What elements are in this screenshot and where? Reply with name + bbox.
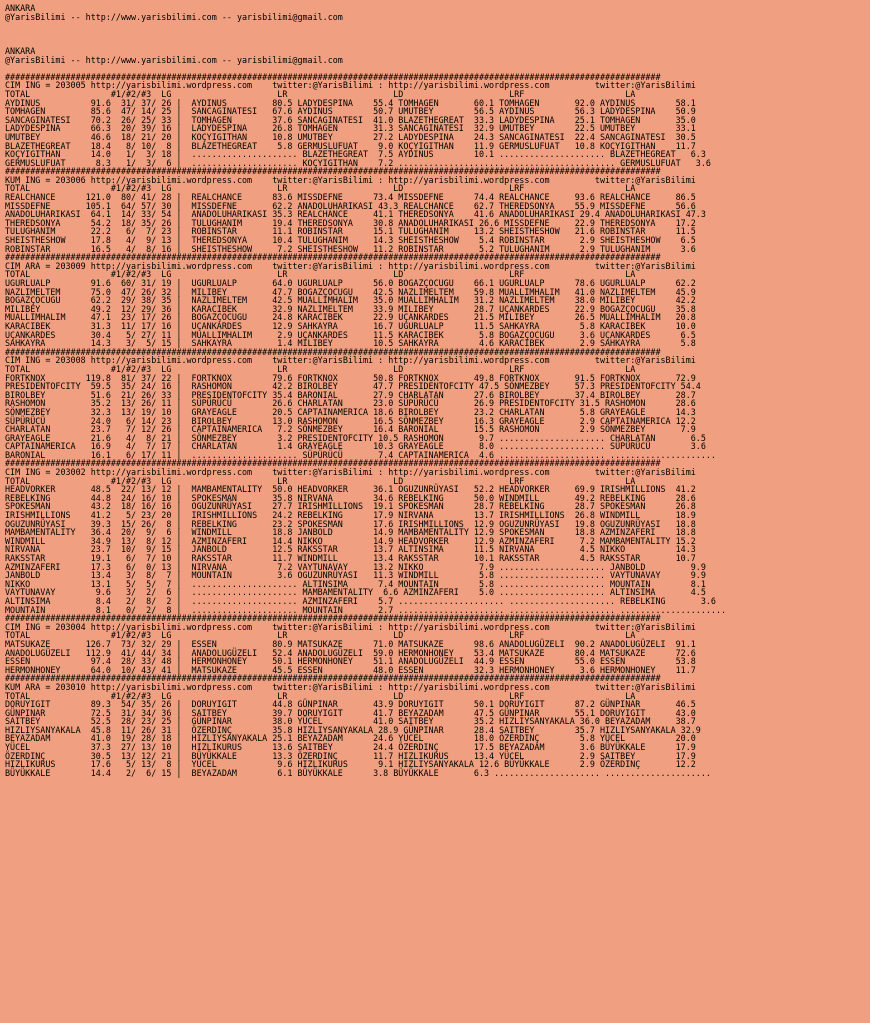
result-row: LADYDESPINA 66.3 20/ 39/ 16 | LADYDESPINA 26.8 TOMHAGEN 31.3 SANCAGINATESI 32.9 UMUTBEY 22.5 UMUTBEY 33.1 (5, 123, 696, 134)
result-row: BARONIAL 16.1 6/ 17/ 11 | ..................... SÜPÜRÜCÜ 7.4 CAPTAINAMERICA 4.6 ..................... ..................... (5, 449, 716, 460)
result-row: GRAYEAGLE 21.6 4/ 8/ 21 | SÖNMEZBEY 3.2 PRESIDENTOFCITY 10.5 RASHOMON 9.7 ..................... CHARLATAN 6.5 (5, 432, 706, 443)
result-row: SANCAGINATESI 70.2 26/ 25/ 33 | TOMHAGEN 37.6 SANCAGINATESI 41.0 BLAZETHEGREAT 33.3 LADYDESPINA 25.1 TOMHAGEN 35.0 (5, 114, 696, 125)
result-row: SÖNMEZBEY 32.3 13/ 19/ 10 | GRAYEAGLE 20.5 CAPTAINAMERICA 18.6 BIROLBEY 23.2 CHARLATAN 5.8 GRAYEAGLE 14.3 (5, 406, 696, 417)
header-gap (5, 21, 870, 47)
result-row: CHARLATAN 23.7 7/ 12/ 26 | CAPTAINAMERICA 7.2 SÖNMEZBEY 16.4 BARONIAL 15.5 RASHOMON 2.9 SÖNMEZBEY 7.9 (5, 424, 696, 435)
result-row: NIRVANA 23.7 10/ 9/ 15 | JANBOLD 12.5 RAKSSTAR 13.7 ALTINSIMA 11.5 NIRVANA 4.5 NIKKO 14.3 (5, 544, 696, 555)
race-title-line: CIM ING = 203002 http://yarisbilimi.wordpress.com twitter:@YarisBilimi : http://yarisbilimi.wordpress.com twitter:@YarisBilimi (5, 467, 696, 478)
result-row: UMUTBEY 46.6 18/ 21/ 20 | KOÇYIGITHAN 10.8 UMUTBEY 27.2 LADYDESPINA 24.3 SANCAGINATESI 22.4 SANCAGINATESI 30.5 (5, 131, 696, 142)
result-row: ALTINSIMA 8.4 2/ 8/ 2 | ..................... AZMINZAFERI 5.7 ..................... ..................... REBELKING 3.6 (5, 595, 716, 606)
result-row: SHEISTHESHOW 17.8 4/ 9/ 13 | THEREDSONYA 10.4 TULUGHANIM 14.3 SHEISTHESHOW 5.4 ROBINSTAR 2.9 SHEISTHESHOW 6.5 (5, 235, 696, 246)
result-row: ÖZERDINÇ 30.5 13/ 12/ 21 | BÜYÜKKALE 13.3 ÖZERDINÇ 11.7 HIZLIKURUS 13.4 YÜCEL 2.9 SAITBEY 17.9 (5, 750, 696, 761)
result-row: BLAZETHEGREAT 18.4 8/ 10/ 8 | BLAZETHEGREAT 5.8 GERMUSLUFUAT 9.0 KOÇYIGITHAN 11.9 GERMUSLUFUAT 10.8 KOÇYIGITHAN 11.7 (5, 140, 696, 151)
race-section (5, 81, 870, 167)
result-row: YÜCEL 37.3 27/ 13/ 10 | HIZLIKURUS 13.6 SAITBEY 24.4 ÖZERDINÇ 17.5 BEYAZADAM 3.6 BÜYÜKKALE 17.9 (5, 742, 696, 753)
result-row: THEREDSONYA 54.2 18/ 35/ 26 | TULUGHANIM 19.4 THEREDSONYA 30.8 ANADOLUHARIKASI 26.6 MISSDEFNE 22.9 THEREDSONYA 17.2 (5, 217, 696, 228)
result-row: VAYTUNAVAY 9.6 3/ 2/ 6 | ..................... MAMBAMENTALITY 6.6 AZMINZAFERI 5.0 ..................... ALTINSIMA 4.5 (5, 587, 706, 598)
result-row: RASHOMON 35.2 13/ 26/ 11 | SÜPÜRÜCÜ 26.6 CHARLATAN 23.0 SÜPÜRÜCÜ 26.9 PRESIDENTOFCITY 31.5 RASHOMON 28.6 (5, 398, 696, 409)
section-separator: ################################################################################################################################## (5, 347, 661, 357)
result-row: JANBOLD 13.4 3/ 8/ 7 | MOUNTAIN 3.6 OGUZUNRÜYASI 11.3 WINDMILL 5.8 ..................... VAYTUNAVAY 9.9 (5, 570, 706, 581)
column-header-line: TOTAL #1/#2/#3 LG LR LD LRF LA (5, 269, 636, 280)
race-title-line: CIM ING = 203008 http://yarisbilimi.wordpress.com twitter:@YarisBilimi : http://yarisbilimi.wordpress.com twitter:@YarisBilimi (5, 355, 696, 366)
section-gap (5, 64, 870, 73)
race-sections (5, 73, 870, 778)
result-row: AZMINZAFERI 17.3 6/ 0/ 13 | NIRVANA 7.2 VAYTUNAVAY 13.2 NIKKO 7.9 ..................... JANBOLD 9.9 (5, 561, 706, 572)
column-header-line: TOTAL #1/#2/#3 LG LR LD LRF LA (5, 183, 636, 194)
result-row: UÇANKARDES 30.4 5/ 27/ 11 | MUALLIMHALIM 2.9 UÇANKARDES 11.5 KARACIBEK 5.8 BOGAZÇOCUGU 3.6 UÇANKARDES 6.5 (5, 329, 696, 340)
result-row: REALCHANCE 121.0 80/ 41/ 28 | REALCHANCE 83.6 MISSDEFNE 73.4 MISSDEFNE 74.4 REALCHANCE 93.6 REALCHANCE 86.5 (5, 192, 696, 203)
result-row: TOMHAGEN 85.6 47/ 14/ 25 | SANCAGINATESI 67.6 AYDINUS 50.7 UMUTBEY 56.5 AYDINUS 56.3 LADYDESPINA 50.9 (5, 106, 696, 117)
result-row: IRISHMILLIONS 41.2 5/ 23/ 20 | IRISHMILLIONS 24.2 REBELKING 17.9 NIRVANA 13.7 IRISHMILLIONS 26.8 WINDMILL 18.9 (5, 510, 696, 521)
race-section (5, 262, 870, 348)
race-title-line: KUM ING = 203006 http://yarisbilimi.wordpress.com twitter:@YarisBilimi : http://yarisbilimi.wordpress.com twitter:@YarisBilimi (5, 174, 696, 185)
race-title-line: KUM ARA = 203010 http://yarisbilimi.wordpress.com twitter:@YarisBilimi : http://yarisbilimi.wordpress.com twitter:@YarisBilimi (5, 681, 696, 692)
result-row: BÜYÜKKALE 14.4 2/ 6/ 15 | BEYAZADAM 6.1 BÜYÜKKALE 3.8 BÜYÜKKALE 6.3 ..................... ..................... (5, 767, 711, 778)
result-row: REBELKING 44.8 24/ 16/ 10 | SPOKESMAN 35.8 NIRVANA 34.6 REBELKING 50.0 WINDMILL 49.2 REBELKING 28.6 (5, 492, 696, 503)
result-row: AYDINUS 91.6 31/ 37/ 26 | AYDINUS 80.5 LADYDESPINA 55.4 TOMHAGEN 60.1 TOMHAGEN 92.0 AYDINUS 58.1 (5, 97, 696, 108)
result-row: SAITBEY 52.5 28/ 23/ 25 | GÜNPINAR 38.0 YÜCEL 41.0 SAITBEY 35.2 HIZLIYSANYAKALA 36.0 BEYAZADAM 38.7 (5, 716, 696, 727)
result-row: SAHKAYRA 14.3 3/ 5/ 15 | SAHKAYRA 1.4 MILIBEY 10.5 SAHKAYRA 4.6 KARACIBEK 2.9 SAHKAYRA 5.8 (5, 338, 696, 349)
result-row: UGURLUALP 91.6 60/ 31/ 19 | UGURLUALP 64.0 UGURLUALP 56.0 BOGAZÇOCUGU 66.1 UGURLUALP 78.6 UGURLUALP 62.2 (5, 278, 696, 289)
race-section (5, 468, 870, 614)
result-row: PRESIDENTOFCITY 59.5 35/ 24/ 16 | RASHOMON 42.2 BIROLBEY 47.7 PRESIDENTOFCITY 47.5 SÖNMEZBEY 57.3 PRESIDENTOFCITY 54.4 (5, 381, 701, 392)
result-row: ROBINSTAR 16.5 4/ 8/ 16 | SHEISTHESHOW 7.2 SHEISTHESHOW 11.2 ROBINSTAR 5.2 TULUGHANIM 2.9 TULUGHANIM 3.6 (5, 243, 696, 254)
result-row: HEADVORKER 48.5 22/ 13/ 12 | MAMBAMENTALITY 50.0 HEADVORKER 36.1 OGUZUNRÜYASI 52.2 HEADVORKER 69.9 IRISHMILLIONS 41.2 (5, 484, 696, 495)
result-row: KOÇYIGITHAN 14.0 1/ 3/ 18 | ..................... BLAZETHEGREAT 7.5 AYDINUS 10.1 ..................... BLAZETHEGREAT 6.3 (5, 149, 706, 160)
result-row: KARACIBEK 31.3 11/ 17/ 16 | UÇANKARDES 12.9 SAHKAYRA 16.7 UGURLUALP 11.5 SAHKAYRA 5.8 KARACIBEK 10.0 (5, 320, 696, 331)
result-row: ANADOLUGÜZELI 112.9 41/ 44/ 34 | ANADOLUGÜZELI 52.4 ANADOLUGÜZELI 59.0 HERMONHONEY 53.4 MATSUKAZE 80.4 MATSUKAZE 72.6 (5, 647, 696, 658)
result-row: HERMONHONEY 64.0 10/ 43/ 41 | MATSUKAZE 45.5 ESSEN 48.0 ESSEN 32.3 HERMONHONEY 3.6 HERMONHONEY 11.7 (5, 664, 696, 675)
race-title-line: CIM ING = 203004 http://yarisbilimi.wordpress.com twitter:@YarisBilimi : http://yarisbilimi.wordpress.com twitter:@YarisBilimi (5, 621, 696, 632)
second-header-city: ANKARA (5, 45, 36, 56)
column-header-line: TOTAL #1/#2/#3 LG LR LD LRF LA (5, 88, 636, 99)
result-row: ANADOLUHARIKASI 64.1 14/ 33/ 54 | ANADOLUHARIKASI 35.3 REALCHANCE 41.1 THEREDSONYA 41.6 ANADOLUHARIKASI 29.4 ANADOLUHARIKASI 47.3 (5, 209, 706, 220)
column-header-line: TOTAL #1/#2/#3 LG LR LD LRF LA (5, 630, 636, 641)
result-row: NAZLIMELTEM 75.0 47/ 26/ 32 | MILIBEY 47.7 BOGAZÇOCUGU 42.5 NAZLIMELTEM 59.8 MUALLIMHALIM 41.0 NAZLIMELTEM 45.9 (5, 286, 696, 297)
header-city: ANKARA (5, 3, 36, 13)
result-row: NIKKO 13.1 5/ 5/ 7 | ..................... ALTINSIMA 7.4 MOUNTAIN 5.8 ..................... MOUNTAIN 8.1 (5, 578, 706, 589)
race-title-line: CIM ING = 203005 http://yarisbilimi.wordpress.com twitter:@YarisBilimi : http://yarisbilimi.wordpress.com twitter:@YarisBilimi (5, 80, 696, 91)
result-row: SPOKESMAN 43.2 18/ 16/ 16 | OGUZUNRÜYASI 27.7 IRISHMILLIONS 19.1 SPOKESMAN 28.7 REBELKING 28.7 SPOKESMAN 26.8 (5, 501, 696, 512)
result-row: DORUYIGIT 89.3 54/ 35/ 26 | DORUYIGIT 44.8 GÜNPINAR 43.9 DORUYIGIT 50.1 DORUYIGIT 87.2 GÜNPINAR 46.5 (5, 699, 696, 710)
result-row: BOGAZÇOCUGU 62.2 29/ 38/ 35 | NAZLIMELTEM 42.5 MUALLIMHALIM 35.0 MUALLIMHALIM 31.2 NAZLIMELTEM 38.0 MILIBEY 42.2 (5, 295, 696, 306)
result-row: ESSEN 97.4 28/ 33/ 48 | HERMONHONEY 50.1 HERMONHONEY 51.1 ANADOLUGÜZELI 44.9 ESSEN 55.0 ESSEN 53.8 (5, 656, 696, 667)
race-section (5, 623, 870, 675)
result-row: MISSDEFNE 105.1 64/ 57/ 30 | MISSDEFNE 62.2 ANADOLUHARIKASI 43.3 REALCHANCE 62.7 THEREDSONYA 55.9 MISSDEFNE 56.6 (5, 200, 696, 211)
result-row: HIZLIKURUS 17.6 5/ 13/ 8 | YÜCEL 9.6 HIZLIKURUS 9.1 HIZLIYSANYAKALA 12.6 BÜYÜKKALE 2.9 ÖZERDINÇ 12.2 (5, 759, 696, 770)
section-separator: ################################################################################################################################## (5, 167, 661, 176)
column-header-line: TOTAL #1/#2/#3 LG LR LD LRF LA (5, 363, 636, 374)
result-row: MUALLIMHALIM 47.1 23/ 17/ 26 | BOGAZÇOCUGU 24.8 KARACIBEK 22.9 UÇANKARDES 21.5 MILIBEY 26.5 MUALLIMHALIM 20.8 (5, 312, 696, 323)
result-row: MILIBEY 49.2 12/ 29/ 36 | KARACIBEK 32.9 NAZLIMELTEM 33.9 MILIBEY 28.7 UÇANKARDES 22.9 BOGAZÇOCUGU 35.8 (5, 303, 696, 314)
section-separator: ################################################################################################################################## (5, 614, 661, 623)
result-row: RAKSSTAR 19.1 6/ 7/ 10 | RAKSSTAR 11.7 WINDMILL 13.4 RAKSSTAR 10.1 RAKSSTAR 4.5 RAKSSTAR 10.7 (5, 553, 696, 564)
section-separator: ################################################################################################################################## (5, 459, 661, 469)
race-section (5, 356, 870, 459)
result-row: MOUNTAIN 8.1 0/ 2/ 8 | ..................... MOUNTAIN 2.7 ..................... ..................... ..................... (5, 604, 727, 615)
result-row: SÜPÜRÜCÜ 24.0 6/ 14/ 23 | BIROLBEY 13.0 RASHOMON 16.5 SÖNMEZBEY 16.3 GRAYEAGLE 2.9 CAPTAINAMERICA 12.2 (5, 415, 696, 426)
result-row: GÜNPINAR 72.5 31/ 34/ 36 | SAITBEY 39.7 DORUYIGIT 41.7 BEYAZADAM 47.5 GÜNPINAR 55.1 DORUYIGIT 43.0 (5, 707, 696, 718)
result-row: BEYAZADAM 41.0 19/ 28/ 18 | HIZLIYSANYAKALA 25.1 BEYAZADAM 24.6 YÜCEL 18.0 ÖZERDINÇ 5.8 YÜCEL 20.0 (5, 733, 696, 744)
result-row: FORTKNOX 119.8 81/ 37/ 22 | FORTKNOX 79.6 FORTKNOX 50.8 FORTKNOX 49.8 FORTKNOX 91.5 FORTKNOX 72.9 (5, 372, 696, 383)
result-row: GERMUSLUFUAT 8.3 1/ 3/ 6 | ..................... KOÇYIGITHAN 7.2 ..................... ..................... GERMUSLUFUAT 3.6 (5, 157, 711, 168)
result-row: HIZLIYSANYAKALA 45.8 11/ 26/ 31 | ÖZERDINÇ 35.8 HIZLIYSANYAKALA 28.9 GÜNPINAR 28.4 SAITBEY 35.7 HIZLIYSANYAKALA 32.9 (5, 724, 701, 735)
second-header-contact: @YarisBilimi -- http://www.yarisbilimi.com -- yarisbilimi@gmail.com (5, 54, 343, 65)
header-contact: @YarisBilimi -- http://www.yarisbilimi.com -- yarisbilimi@gmail.com (5, 11, 343, 22)
section-separator: ################################################################################################################################## (5, 674, 661, 683)
section-separator: ################################################################################################################################## (5, 253, 661, 262)
result-row: WINDMILL 34.9 13/ 8/ 12 | AZMINZAFERI 14.4 NIKKO 14.9 HEADVORKER 12.9 AZMINZAFERI 7.2 MAMBAMENTALITY 15.2 (5, 535, 696, 546)
result-row: MAMBAMENTALITY 36.4 20/ 9/ 6 | WINDMILL 18.8 JANBOLD 14.9 MAMBAMENTALITY 12.9 SPOKESMAN 18.8 AZMINZAFERI 18.8 (5, 527, 696, 538)
race-section (5, 176, 870, 253)
result-row: TULUGHANIM 22.2 6/ 7/ 23 | ROBINSTAR 11.1 ROBINSTAR 15.1 TULUGHANIM 13.2 SHEISTHESHOW 21.6 ROBINSTAR 11.5 (5, 226, 696, 237)
column-header-line: TOTAL #1/#2/#3 LG LR LD LRF LA (5, 475, 636, 486)
result-row: CAPTAINAMERICA 16.9 4/ 7/ 17 | CHARLATAN 1.4 GRAYEAGLE 10.3 GRAYEAGLE 8.0 ..................... SÜPÜRÜCÜ 3.6 (5, 441, 706, 452)
result-row: MATSUKAZE 126.7 73/ 32/ 29 | ESSEN 80.9 MATSUKAZE 71.0 MATSUKAZE 98.6 ANADOLUGÜZELI 90.2 ANADOLUGÜZELI 91.1 (5, 638, 696, 649)
result-row: OGUZUNRÜYASI 39.3 15/ 26/ 8 | REBELKING 23.2 SPOKESMAN 17.6 IRISHMILLIONS 12.9 OGUZUNRÜYASI 19.8 OGUZUNRÜYASI 18.8 (5, 518, 696, 529)
column-header-line: TOTAL #1/#2/#3 LG LR LD LRF LA (5, 690, 636, 701)
race-section (5, 683, 870, 778)
result-row: BIROLBEY 51.6 21/ 26/ 33 | PRESIDENTOFCITY 35.4 BARONIAL 27.9 CHARLATAN 27.6 BIROLBEY 37.4 BIROLBEY 28.7 (5, 389, 696, 400)
race-title-line: CIM ARA = 203009 http://yarisbilimi.wordpress.com twitter:@YarisBilimi : http://yarisbilimi.wordpress.com twitter:@YarisBilimi (5, 260, 696, 271)
section-separator: ################################################################################################################################## (5, 72, 661, 82)
report-text (5, 4, 870, 777)
